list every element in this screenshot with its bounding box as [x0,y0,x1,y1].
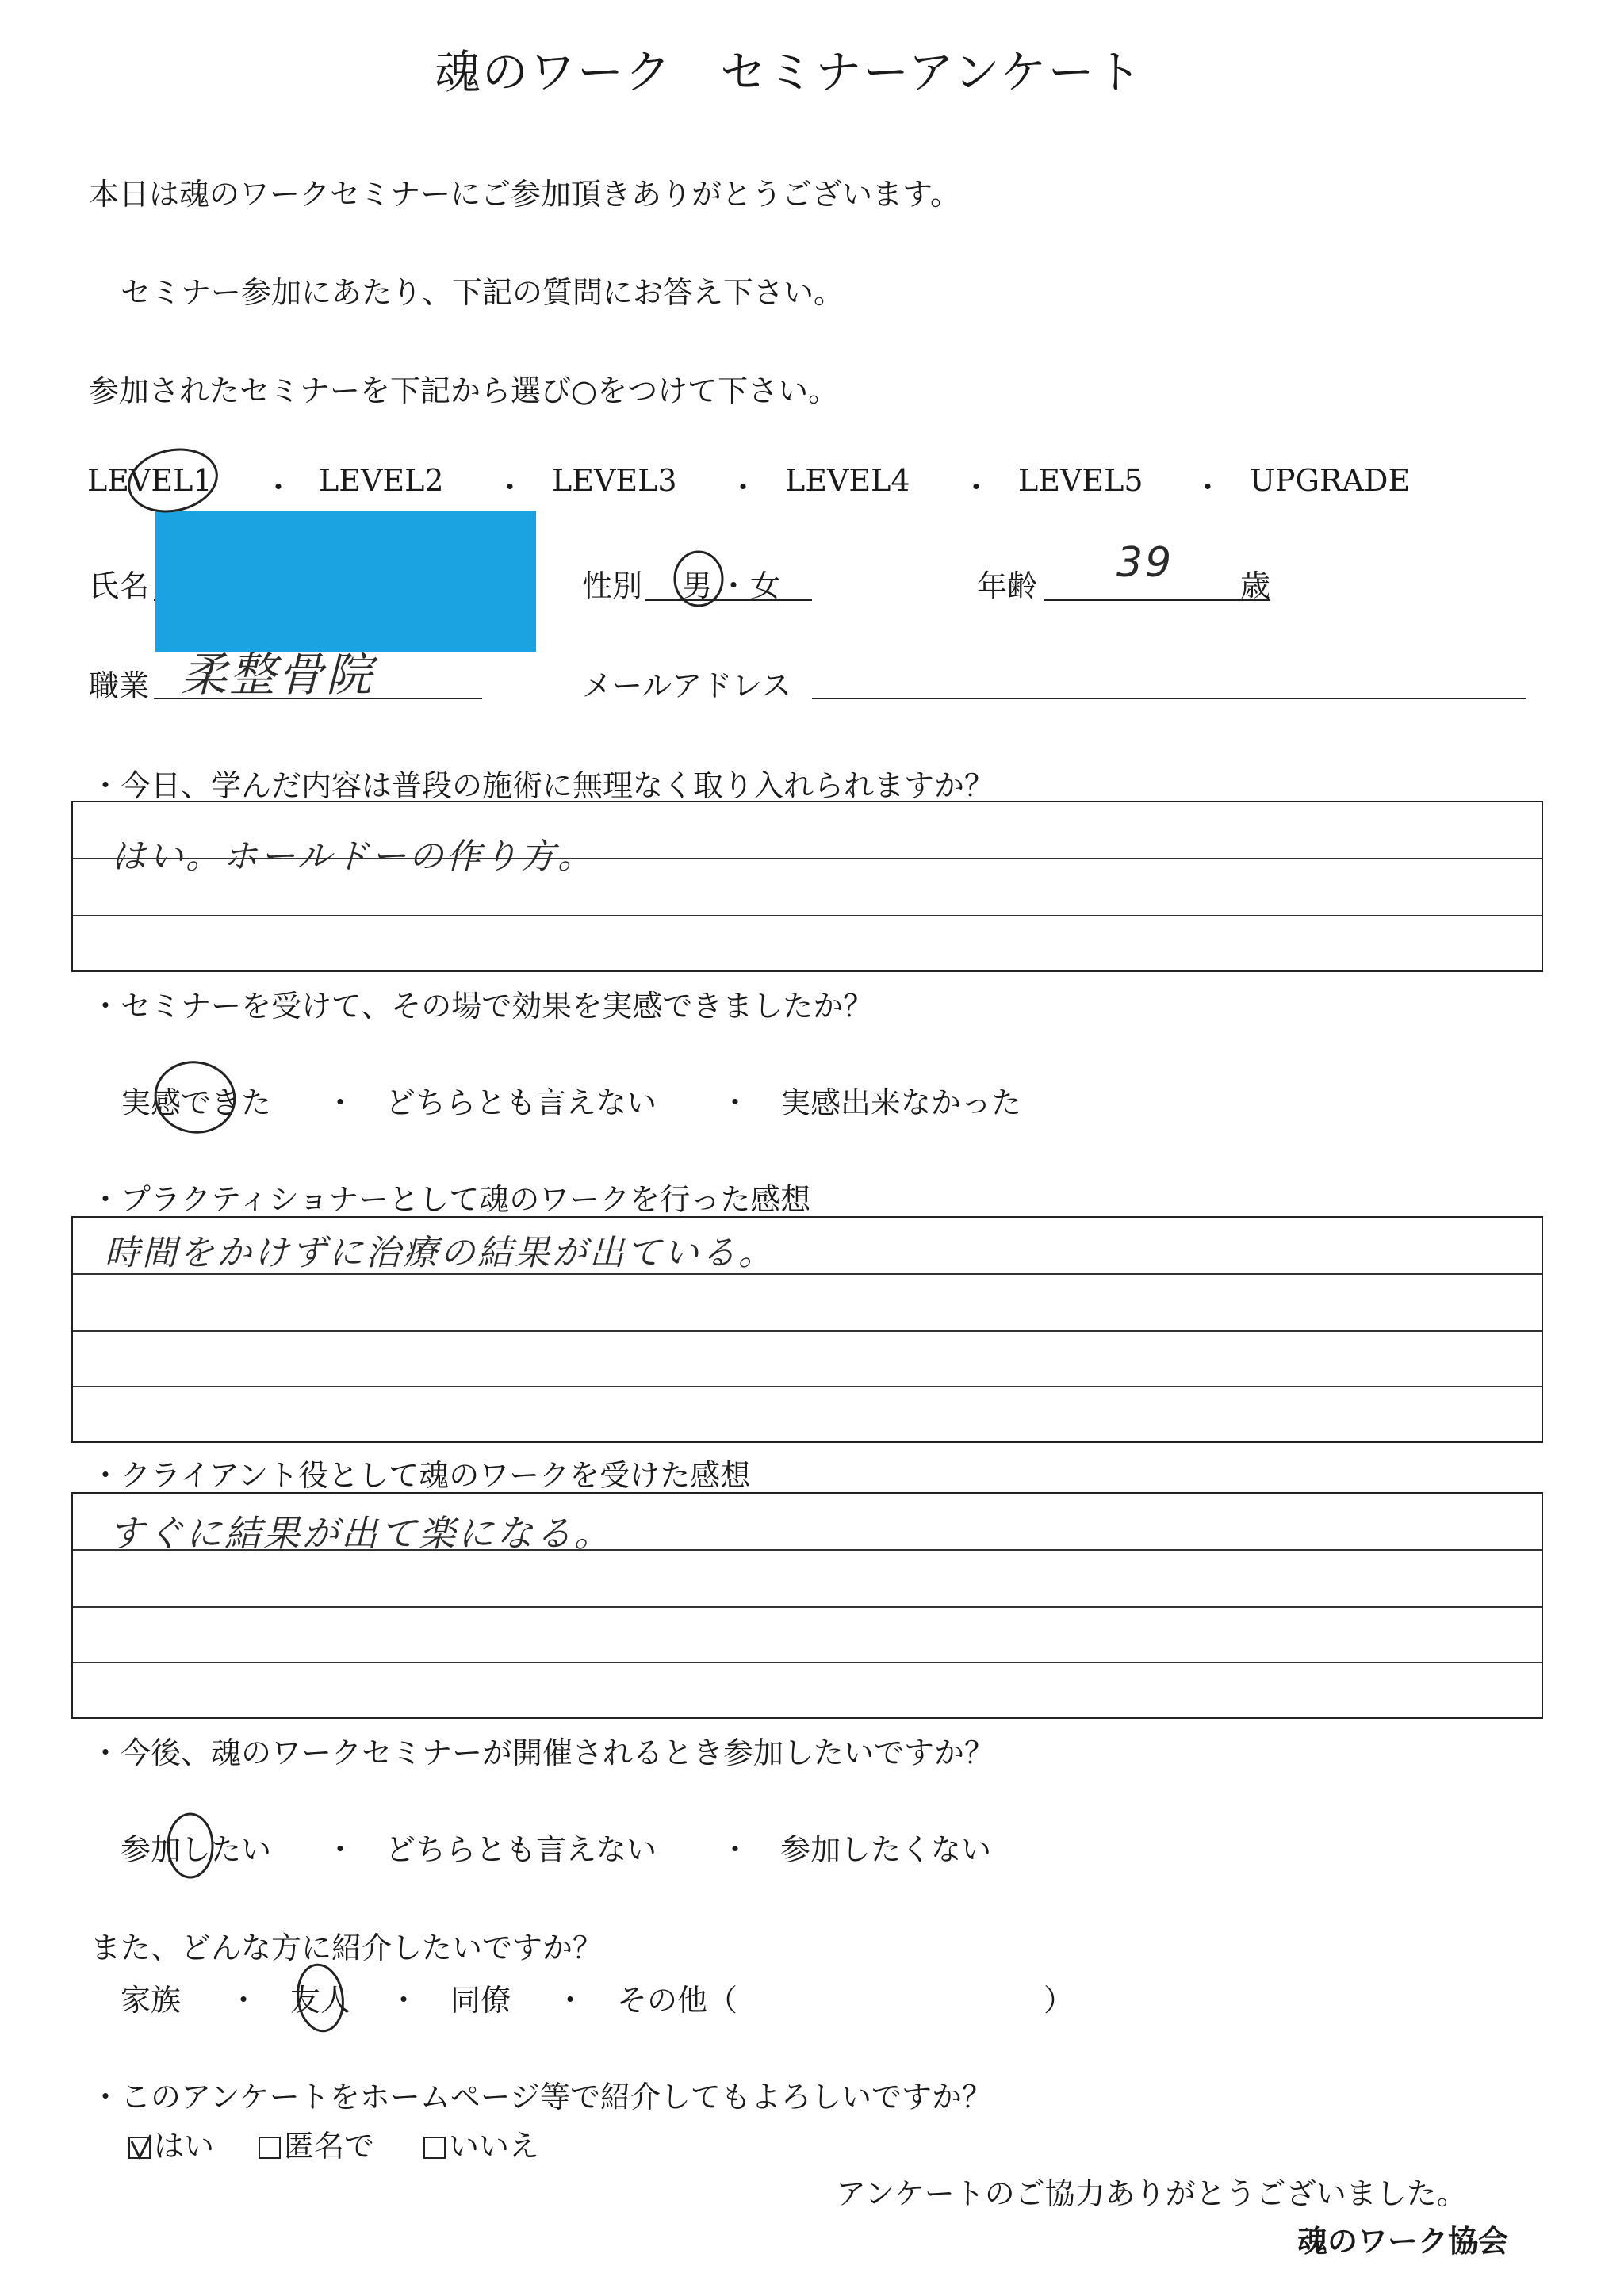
redaction-block [155,511,536,652]
q6-separator: ・ [555,1983,586,2018]
level-separator: ・ [961,470,992,505]
q6-option-friend[interactable]: 友人 [290,1983,351,2018]
level-separator: ・ [263,470,294,505]
level-option-3[interactable]: LEVEL3 [552,463,677,498]
seminar-select-instruction: 参加されたセミナーを下記から選び○をつけて下さい。 [89,373,839,408]
level-option-upgrade[interactable]: UPGRADE [1250,463,1411,498]
q4-question: ・クライアント役として魂のワークを受けた感想 [90,1458,751,1493]
level-option-2[interactable]: LEVEL2 [319,463,444,498]
gender-option-male[interactable]: 男 [682,568,713,603]
organization-name: 魂のワーク協会 [1297,2223,1509,2259]
q5-question: ・今後、魂のワークセミナーが開催されるとき参加したいですか？ [90,1735,995,1770]
q3-answer-handwritten: 時間をかけずに治療の結果が出ている。 [105,1233,776,1273]
q7-option-anonymous-label: 匿名で [284,2129,375,2164]
q6-separator: ・ [389,1983,419,2018]
q5-option-no[interactable]: 参加したくない [780,1832,992,1867]
q7-option-no[interactable] [423,2122,539,2165]
ruled-line [73,1386,1542,1387]
gender-option-female[interactable]: 女 [750,568,781,603]
level-separator: ・ [1193,470,1224,505]
level-separator: ・ [728,470,759,505]
gender-label: 性別 [582,568,643,603]
checkbox-icon[interactable] [423,2137,446,2159]
q7-option-no-label: いいえ [449,2129,540,2164]
closing-thanks: アンケートのご協力ありがとうございました。 [836,2176,1467,2211]
q5-option-yes[interactable]: 参加したい [121,1832,272,1867]
q6-other-close: ） [1044,1983,1074,2018]
gender-separator: ・ [718,568,749,603]
q2-option-yes[interactable]: 実感できた [121,1085,272,1120]
q1-answer-box[interactable] [71,801,1543,972]
q1-question: ・今日、学んだ内容は普段の施術に無理なく取り入れられますか？ [90,768,995,803]
job-label: 職業 [89,668,150,703]
ruled-line [73,1606,1542,1608]
q4-answer-handwritten: すぐに結果が出て楽になる。 [108,1512,613,1555]
email-label: メールアドレス [582,668,792,703]
q7-question: ・このアンケートをホームページ等で紹介してもよろしいですか？ [90,2080,992,2114]
level-option-5[interactable]: LEVEL5 [1018,463,1143,498]
name-label: 氏名 [89,568,150,603]
q3-question: ・プラクティショナーとして魂のワークを行った感想 [90,1182,811,1217]
ruled-line [73,1330,1542,1332]
intro-instruction: セミナー参加にあたり、下記の質問にお答え下さい。 [121,275,845,310]
q6-option-colleague[interactable]: 同僚 [450,1983,511,2018]
job-value-handwritten: 柔整骨院 [181,648,375,702]
q2-option-neutral[interactable]: どちらとも言えない [385,1085,657,1120]
q2-separator: ・ [325,1085,356,1120]
q2-question: ・セミナーを受けて、その場で効果を実感できましたか？ [90,989,874,1024]
q5-separator: ・ [720,1832,751,1867]
checkbox-icon[interactable] [259,2137,281,2159]
q2-separator: ・ [720,1085,751,1120]
ruled-line [73,1662,1542,1663]
q6-option-family[interactable]: 家族 [121,1983,182,2018]
ruled-line [73,915,1542,916]
q6-option-other[interactable]: その他（ [617,1983,738,2018]
q6-question: また、どんな方に紹介したいですか？ [90,1931,603,1965]
age-label: 年齢 [977,568,1038,603]
check-mark-icon [128,2133,155,2160]
checkbox-checked-icon[interactable] [128,2137,151,2159]
gender-field-line [645,599,812,601]
intro-greeting: 本日は魂のワークセミナーにご参加頂きありがとうございます。 [89,177,960,212]
age-unit: 歳 [1240,568,1271,603]
q5-separator: ・ [325,1832,356,1867]
age-field-line[interactable] [1044,599,1270,601]
level-option-4[interactable]: LEVEL4 [785,463,910,498]
age-value-handwritten: 39 [1116,539,1174,587]
q6-separator: ・ [228,1983,259,2018]
q1-answer-handwritten: はい。ホールドーの作り方。 [111,836,596,877]
q7-option-anonymous[interactable] [259,2122,374,2165]
q2-option-no[interactable]: 実感出来なかった [780,1085,1022,1120]
email-field-line[interactable] [812,698,1526,699]
q7-option-yes[interactable] [128,2122,214,2165]
page-title: 魂のワーク セミナーアンケート [435,45,1143,99]
q5-option-neutral[interactable]: どちらとも言えない [385,1832,657,1867]
level-option-1[interactable]: LEVEL1 [87,463,213,498]
q7-option-yes-label: はい [154,2129,215,2164]
level-separator: ・ [495,470,526,505]
